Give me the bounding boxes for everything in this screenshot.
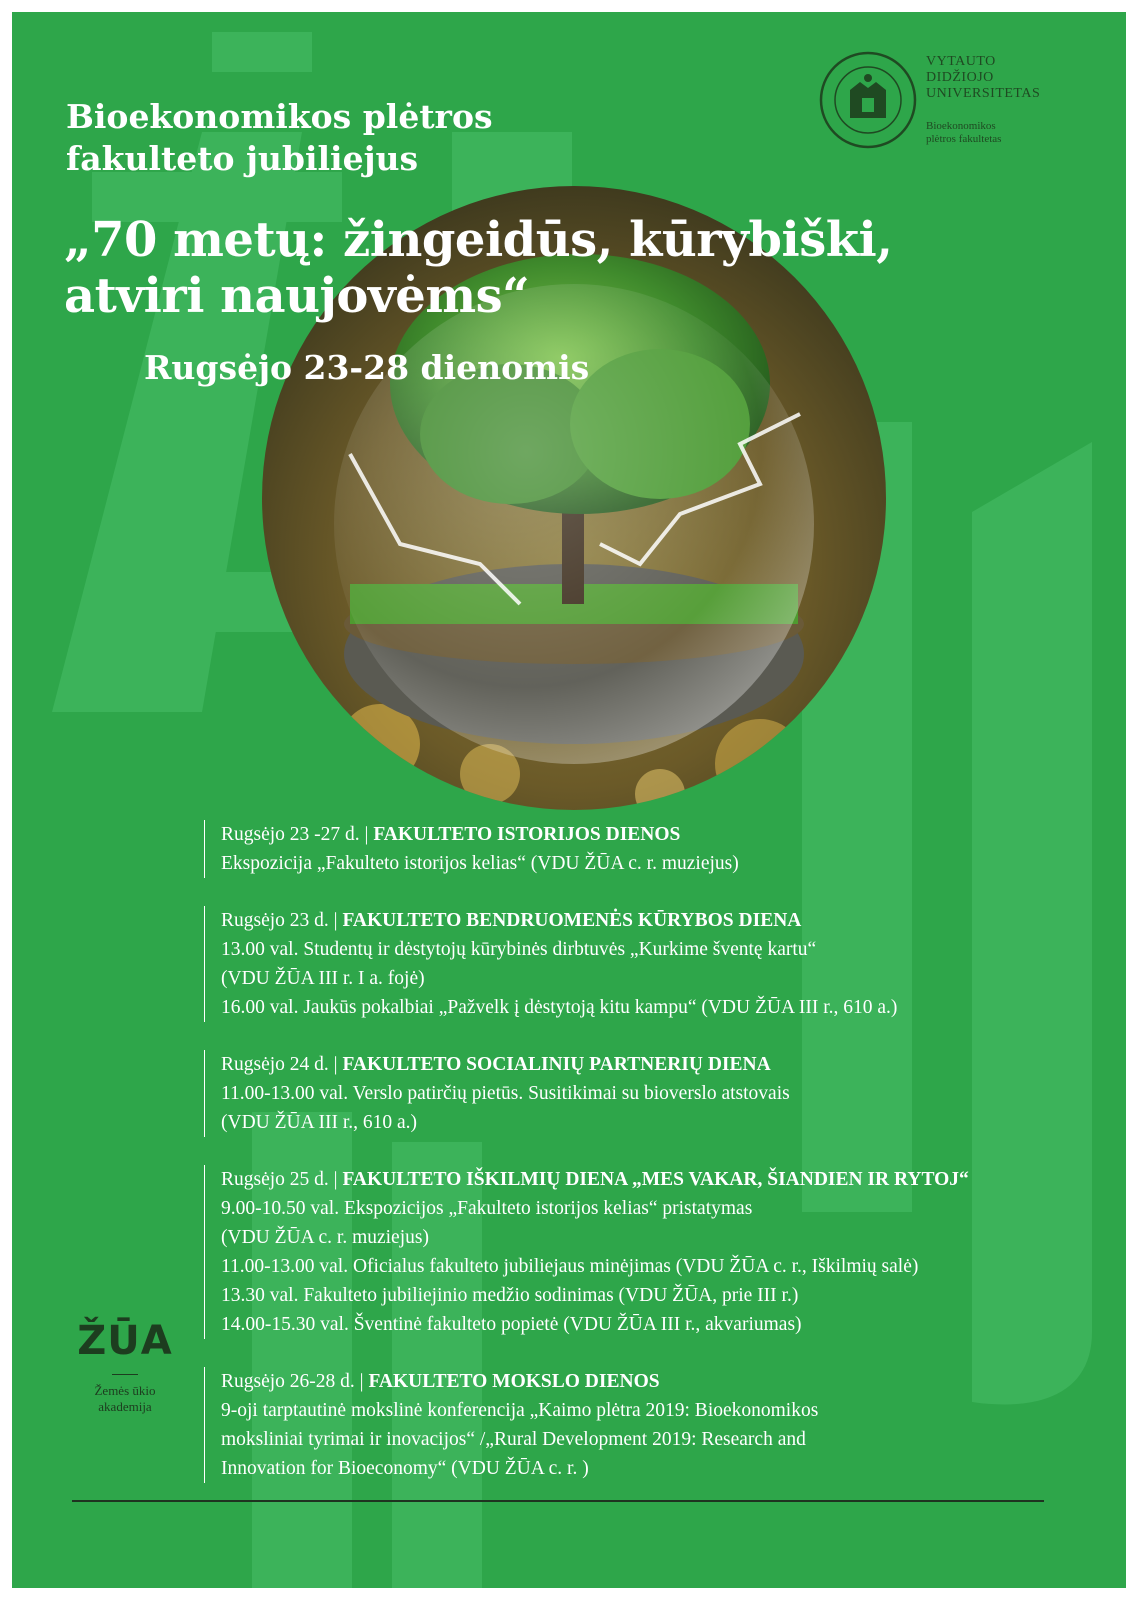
event-dates: Rugsėjo 23-28 dienomis bbox=[144, 348, 590, 387]
entry-date: Rugsėjo 24 d. bbox=[221, 1054, 329, 1075]
entry-line: Innovation for Bioeconomy“ (VDU ŽŪA c. r. ) bbox=[221, 1458, 589, 1479]
university-name-line-1: VYTAUTO bbox=[926, 54, 996, 69]
university-seal-icon bbox=[818, 50, 918, 150]
event-title bbox=[64, 212, 892, 324]
schedule-entry: Rugsėjo 23 d. | FAKULTETO BENDRUOMENĖS KŪRYBOS DIENA 13.00 val. Studentų ir dėstytojų kūrybinės dirbtuvės „Kurkime šventę kartu“ (VDU ŽŪA III r. I a. fojė) 16.00 val. Jaukūs pokalbiai „Pažvelk į dėstytoją kitu kampu“ (VDU ŽŪA III r., 610 a.) bbox=[204, 906, 1104, 1022]
entry-line: 9.00-10.50 val. Ekspozicijos „Fakulteto istorijos kelias“ pristatymas bbox=[221, 1198, 753, 1219]
entry-line: 13.00 val. Studentų ir dėstytojų kūrybinės dirbtuvės „Kurkime šventę kartu“ bbox=[221, 939, 817, 960]
university-name-line-3: UNIVERSITETAS bbox=[926, 86, 1041, 101]
entry-line: Ekspozicija „Fakulteto istorijos kelias“ (VDU ŽŪA c. r. muziejus) bbox=[221, 853, 739, 874]
entry-title: FAKULTETO MOKSLO DIENOS bbox=[368, 1371, 660, 1392]
heading-line-1: Bioekonomikos plėtros bbox=[66, 97, 493, 136]
poster bbox=[12, 12, 1126, 1588]
zua-logo bbox=[70, 1318, 180, 1415]
vdu-logo bbox=[818, 50, 1118, 160]
schedule-entry: Rugsėjo 24 d. | FAKULTETO SOCIALINIŲ PARTNERIŲ DIENA 11.00-13.00 val. Verslo patirčių pietūs. Susitikimai su bioverslo atstovais (VDU ŽŪA III r., 610 a.) bbox=[204, 1050, 1104, 1137]
zua-logo-name bbox=[70, 1383, 180, 1415]
schedule-entry: Rugsėjo 23 -27 d. | FAKULTETO ISTORIJOS DIENOS Ekspozicija „Fakulteto istorijos kelias“ (VDU ŽŪA c. r. muziejus) bbox=[204, 820, 1104, 878]
heading-line-2: fakulteto jubiliejus bbox=[66, 139, 419, 178]
zua-logo-name-line-2: akademija bbox=[98, 1399, 152, 1414]
event-schedule bbox=[204, 820, 1104, 1511]
entry-date: Rugsėjo 23 -27 d. bbox=[221, 824, 360, 845]
entry-line: 9-oji tarptautinė mokslinė konferencija „Kaimo plėtra 2019: Bioekonomikos bbox=[221, 1400, 819, 1421]
zua-logo-divider bbox=[112, 1374, 138, 1375]
faculty-jubilee-heading bbox=[66, 96, 493, 180]
faculty-name-line-1: Bioekonomikos bbox=[926, 120, 996, 132]
entry-date: Rugsėjo 25 d. bbox=[221, 1169, 329, 1190]
entry-date: Rugsėjo 26-28 d. bbox=[221, 1371, 355, 1392]
schedule-entry: Rugsėjo 26-28 d. | FAKULTETO MOKSLO DIENOS 9-oji tarptautinė mokslinė konferencija „Kaimo plėtra 2019: Bioekonomikos moksliniai tyrimai ir inovacijos“ /„Rural Development 2019: Research and Innovation for Bioeconomy“ (VDU ŽŪA c. r. ) bbox=[204, 1367, 1104, 1483]
university-name-line-2: DIDŽIOJO bbox=[926, 70, 994, 85]
entry-line: 14.00-15.30 val. Šventinė fakulteto popietė (VDU ŽŪA III r., akvariumas) bbox=[221, 1314, 802, 1335]
entry-title: FAKULTETO IŠKILMIŲ DIENA „MES VAKAR, ŠIANDIEN IR RYTOJ“ bbox=[342, 1169, 969, 1190]
entry-line: 13.30 val. Fakulteto jubiliejinio medžio sodinimas (VDU ŽŪA, prie III r.) bbox=[221, 1285, 799, 1306]
entry-title: FAKULTETO ISTORIJOS DIENOS bbox=[373, 824, 681, 845]
entry-line: (VDU ŽŪA III r. I a. fojė) bbox=[221, 968, 425, 989]
entry-line: (VDU ŽŪA c. r. muziejus) bbox=[221, 1227, 429, 1248]
event-title-line-1: „70 metų: žingeidūs, kūrybiški, bbox=[64, 212, 893, 268]
entry-line: moksliniai tyrimai ir inovacijos“ /„Rural Development 2019: Research and bbox=[221, 1429, 806, 1450]
entry-line: (VDU ŽŪA III r., 610 a.) bbox=[221, 1112, 418, 1133]
entry-line: 11.00-13.00 val. Verslo patirčių pietūs. Susitikimai su bioverslo atstovais bbox=[221, 1083, 790, 1104]
entry-title: FAKULTETO SOCIALINIŲ PARTNERIŲ DIENA bbox=[342, 1054, 771, 1075]
entry-line: 16.00 val. Jaukūs pokalbiai „Pažvelk į dėstytoją kitu kampu“ (VDU ŽŪA III r., 610 a.) bbox=[221, 997, 898, 1018]
faculty-name bbox=[926, 120, 1001, 146]
event-title-line-2: atviri naujovėms“ bbox=[64, 268, 530, 324]
bottom-divider bbox=[72, 1500, 1044, 1502]
entry-title: FAKULTETO BENDRUOMENĖS KŪRYBOS DIENA bbox=[342, 910, 802, 931]
faculty-name-line-2: plėtros fakultetas bbox=[926, 133, 1002, 145]
entry-date: Rugsėjo 23 d. bbox=[221, 910, 329, 931]
zua-logo-name-line-1: Žemės ūkio bbox=[94, 1383, 156, 1398]
schedule-entry: Rugsėjo 25 d. | FAKULTETO IŠKILMIŲ DIENA „MES VAKAR, ŠIANDIEN IR RYTOJ“ 9.00-10.50 val. Ekspozicijos „Fakulteto istorijos kelias“ pristatymas (VDU ŽŪA c. r. muziejus) 11.00-13.00 val. Oficialus fakulteto jubiliejaus minėjimas (VDU ŽŪA c. r., Iškilmių salė) 13.30 val. Fakulteto jubiliejinio medžio sodinimas (VDU ŽŪA, prie III r.) 14.00-15.30 val. Šventinė fakulteto popietė (VDU ŽŪA III r., akvariumas) bbox=[204, 1165, 1104, 1339]
entry-line: 11.00-13.00 val. Oficialus fakulteto jubiliejaus minėjimas (VDU ŽŪA c. r., Iškilmių salė) bbox=[221, 1256, 919, 1277]
university-name bbox=[926, 54, 1040, 102]
zua-logo-mark: ŽŪA bbox=[77, 1318, 173, 1364]
